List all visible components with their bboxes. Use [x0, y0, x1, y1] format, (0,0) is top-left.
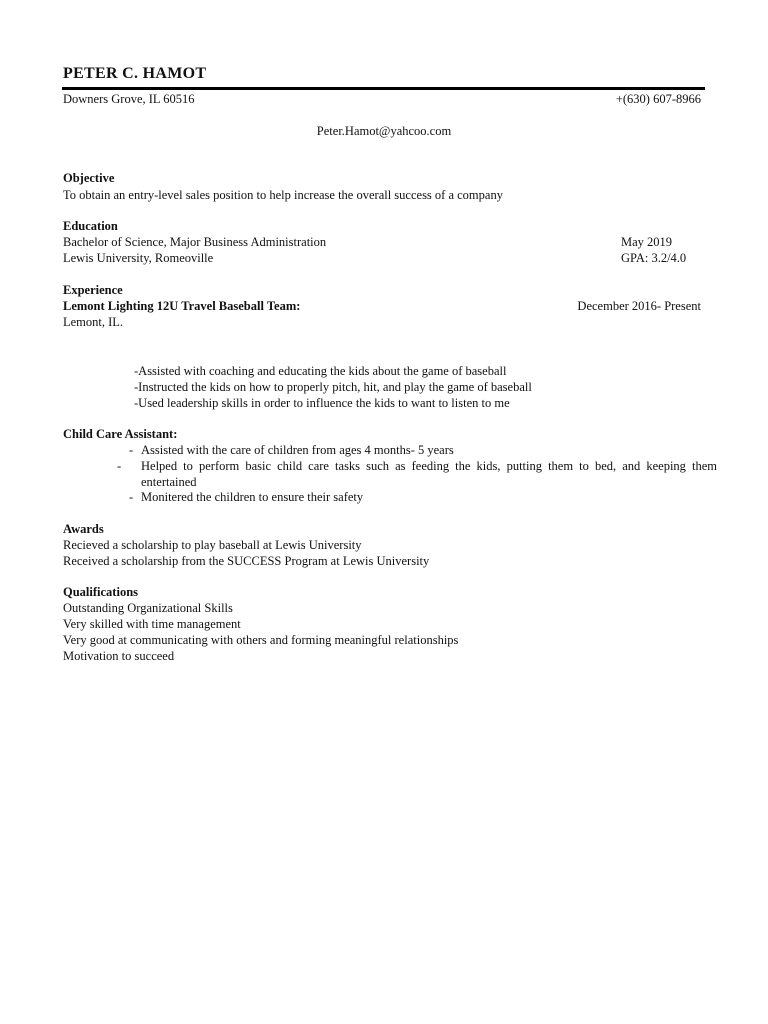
bullet-marker: - [117, 459, 122, 473]
job2-title: Child Care Assistant: [63, 427, 178, 441]
job1-bullet: -Assisted with coaching and educating the kids about the game of baseball [134, 364, 507, 378]
job1-location: Lemont, IL. [63, 315, 124, 329]
job2-bullet-text: Assisted with the care of children from ages 4 months- 5 years [141, 443, 454, 457]
job1-bullet: -Instructed the kids on how to properly pitch, hit, and play the game of baseball [134, 380, 532, 394]
awards-heading: Awards [63, 522, 104, 536]
bullet-marker: - [129, 443, 134, 457]
job2-bullet [129, 442, 705, 458]
job1-title: Lemont Lighting 12U Travel Baseball Team: [63, 299, 301, 313]
candidate-phone: +(630) 607-8966 [615, 92, 701, 106]
award-item: Received a scholarship from the SUCCESS Program at Lewis University [63, 554, 430, 568]
qualification-item: Outstanding Organizational Skills [63, 601, 233, 615]
objective-heading: Objective [63, 171, 115, 185]
job1-dates: December 2016- Present [577, 299, 701, 313]
job2-bullet-text: Monitered the children to ensure their safety [141, 490, 364, 504]
education-heading: Education [63, 219, 118, 233]
education-degree: Bachelor of Science, Major Business Administration [63, 235, 327, 249]
bullet-marker: - [129, 490, 134, 504]
header-divider [62, 87, 705, 90]
education-date: May 2019 [621, 235, 673, 249]
education-gpa: GPA: 3.2/4.0 [621, 251, 687, 265]
qualifications-heading: Qualifications [63, 585, 139, 599]
qualification-item: Very good at communicating with others and forming meaningful relationships [63, 633, 459, 647]
education-school: Lewis University, Romeoville [63, 251, 214, 265]
job2-bullet [129, 489, 705, 505]
objective-text: To obtain an entry-level sales position to help increase the overall success of a company [63, 188, 503, 202]
job2-bullet-text: Helped to perform basic child care tasks such as feeding the kids, putting them to bed, and keeping them entertained [141, 459, 717, 489]
award-item: Recieved a scholarship to play baseball at Lewis University [63, 538, 362, 552]
qualification-item: Very skilled with time management [63, 617, 241, 631]
job2-bullet [117, 458, 717, 490]
candidate-email: Peter.Hamot@yahcoo.com [316, 124, 452, 138]
candidate-name: PETER C. HAMOT [63, 65, 207, 82]
experience-heading: Experience [63, 283, 123, 297]
candidate-location: Downers Grove, IL 60516 [63, 92, 195, 106]
qualification-item: Motivation to succeed [63, 649, 175, 663]
job1-bullet: -Used leadership skills in order to influence the kids to want to listen to me [134, 396, 510, 410]
